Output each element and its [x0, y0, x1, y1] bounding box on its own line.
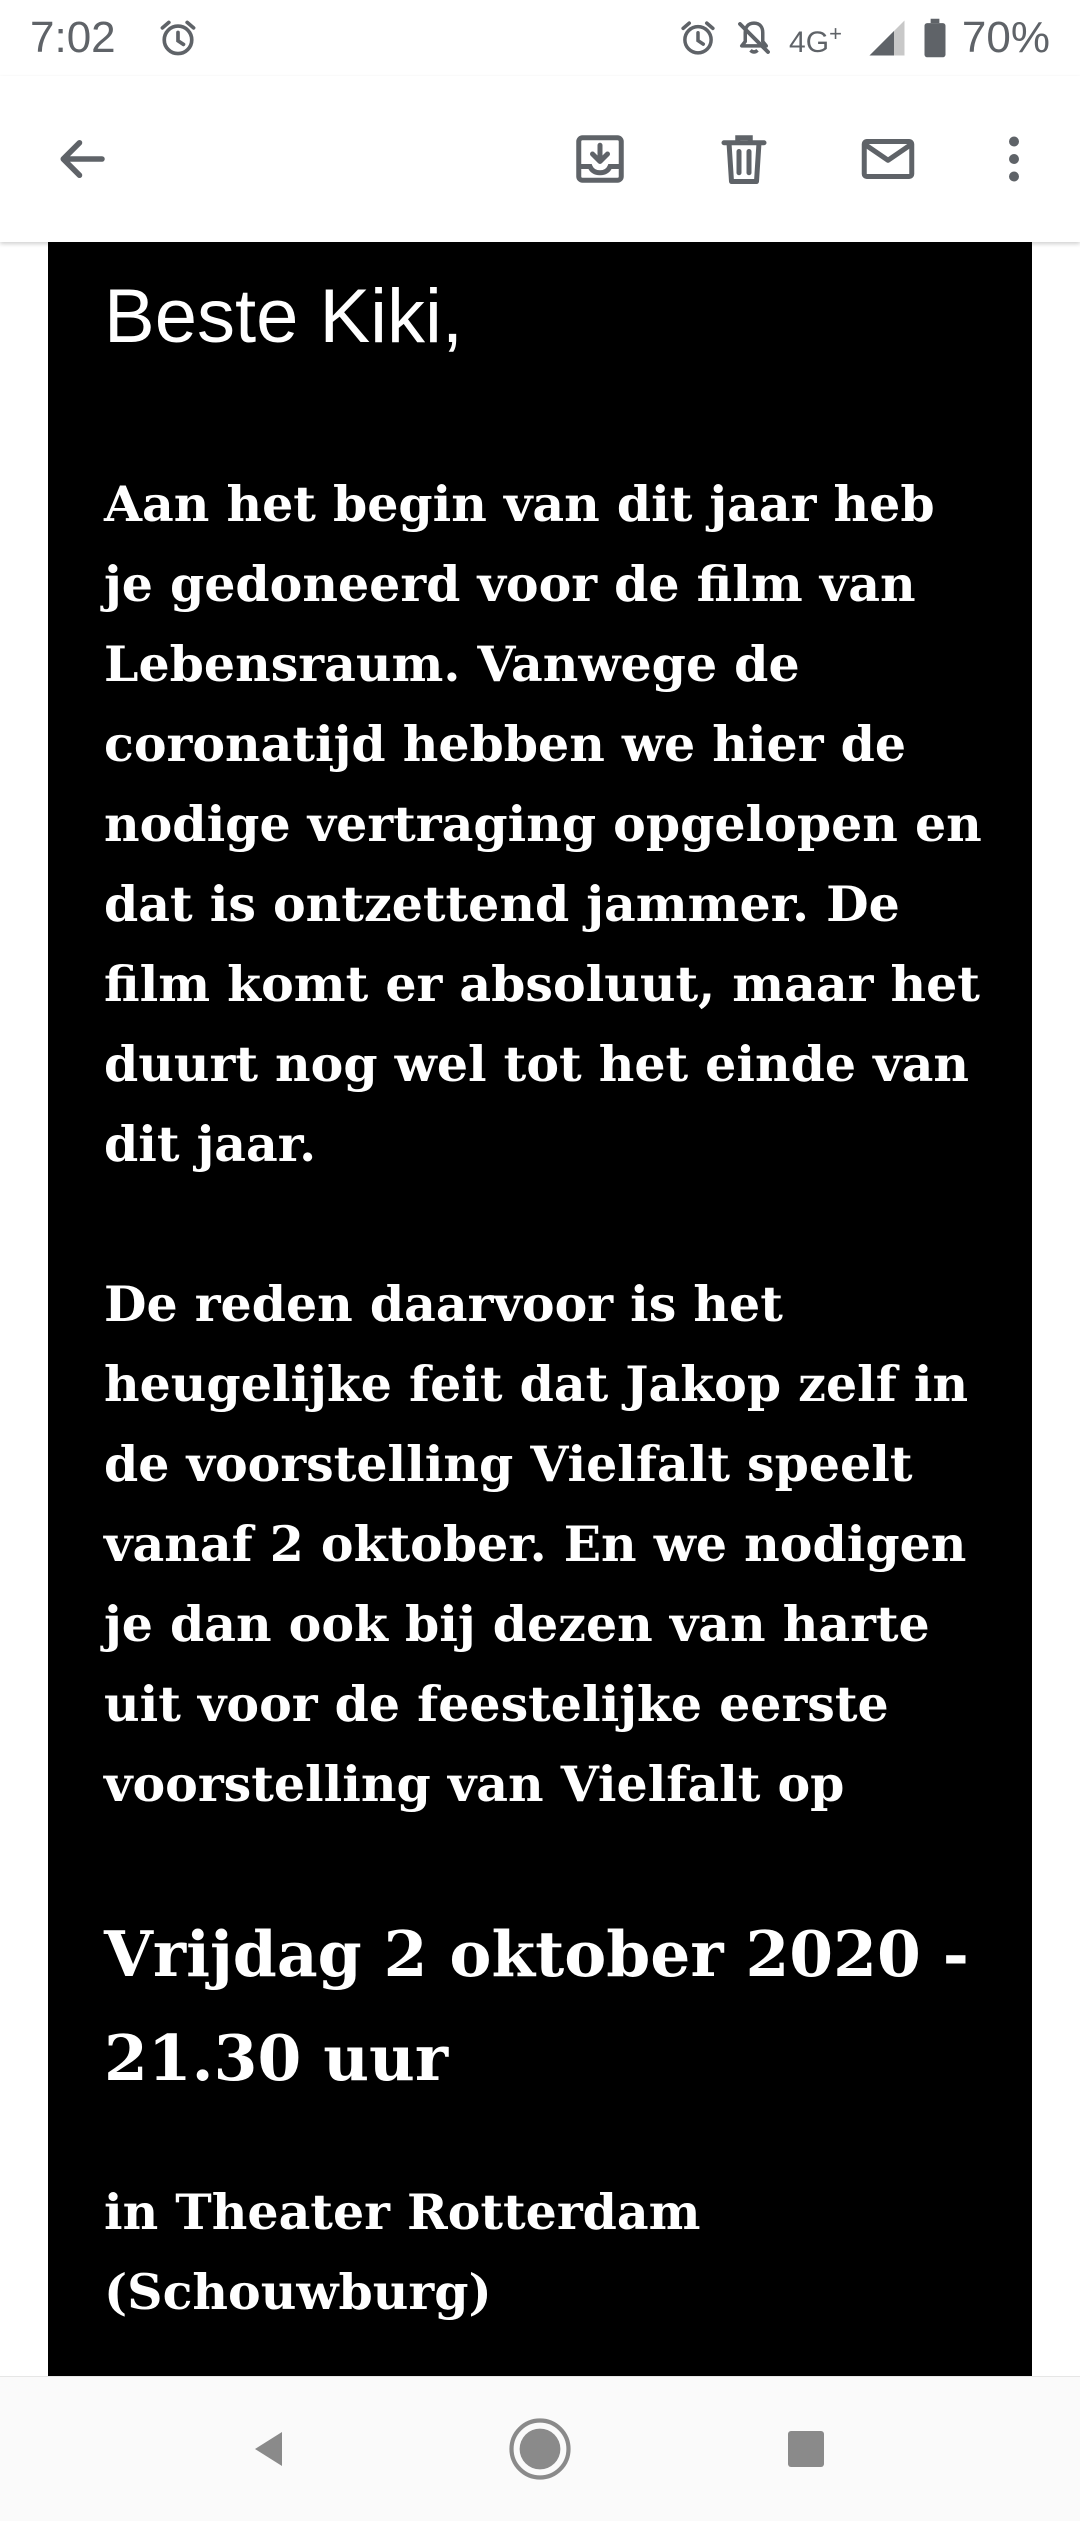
email-body [48, 242, 1032, 2376]
battery-percent: 70% [961, 13, 1050, 62]
more-options-button[interactable] [966, 111, 1062, 207]
text-line: voorstelling van Vielfalt op [104, 1755, 845, 1813]
nav-home-icon [504, 2413, 576, 2485]
network-type: 4G+ [789, 20, 842, 59]
alarm-icon [156, 16, 200, 60]
delete-button[interactable] [696, 111, 792, 207]
text-line: duurt nog wel tot het einde van [104, 1035, 969, 1093]
nav-back-icon [246, 2425, 294, 2473]
text-line: uit voor de feestelijke eerste [104, 1675, 889, 1733]
event-location [104, 2172, 701, 2332]
more-vert-icon [984, 129, 1044, 189]
back-arrow-icon [52, 129, 112, 189]
text-line: in Theater Rotterdam [104, 2183, 701, 2241]
email-paragraph-1 [104, 464, 1034, 1184]
text-line: vanaf 2 oktober. En we nodigen [104, 1515, 967, 1573]
nav-recents-icon [782, 2425, 830, 2473]
email-paragraph-2 [104, 1264, 1034, 1824]
text-line: je dan ook bij dezen van harte [104, 1595, 930, 1653]
nav-back-button[interactable] [222, 2401, 318, 2497]
notifications-off-icon [733, 17, 775, 59]
text-line: Vrijdag 2 oktober 2020 - [104, 1917, 969, 1991]
text-line: nodige vertraging opgelopen en [104, 795, 982, 853]
text-line: heugelijke feit dat Jakop zelf in [104, 1355, 969, 1413]
text-line: Aan het begin van dit jaar heb [104, 475, 935, 533]
delete-icon [714, 129, 774, 189]
text-line: De reden daarvoor is het [104, 1275, 783, 1333]
text-line: coronatijd hebben we hier de [104, 715, 907, 773]
text-line: Lebensraum. Vanwege de [104, 635, 800, 693]
system-nav-bar [0, 2376, 1080, 2521]
status-bar [0, 0, 1080, 76]
mail-icon [858, 129, 918, 189]
archive-icon [570, 129, 630, 189]
alarm-icon [677, 17, 719, 59]
text-line: dit jaar. [104, 1115, 317, 1173]
signal-icon [866, 17, 908, 59]
text-line: 21.30 uur [104, 2021, 449, 2095]
status-icons [677, 8, 1050, 68]
text-line: film komt er absoluut, maar het [104, 955, 980, 1013]
text-line: je gedoneerd voor de film van [104, 555, 916, 613]
status-time: 7:02 [30, 13, 116, 62]
app-toolbar [0, 76, 1080, 242]
event-date-heading [104, 1902, 969, 2110]
text-line: (Schouwburg) [104, 2263, 492, 2321]
archive-button[interactable] [552, 111, 648, 207]
nav-home-button[interactable] [492, 2401, 588, 2497]
email-greeting: Beste Kiki, [104, 274, 464, 359]
battery-icon [922, 17, 948, 59]
mark-unread-button[interactable] [840, 111, 936, 207]
text-line: de voorstelling Vielfalt speelt [104, 1435, 913, 1493]
email-content[interactable] [0, 242, 1080, 2376]
text-line: dat is ontzettend jammer. De [104, 875, 900, 933]
back-button[interactable] [34, 111, 130, 207]
nav-recents-button[interactable] [758, 2401, 854, 2497]
